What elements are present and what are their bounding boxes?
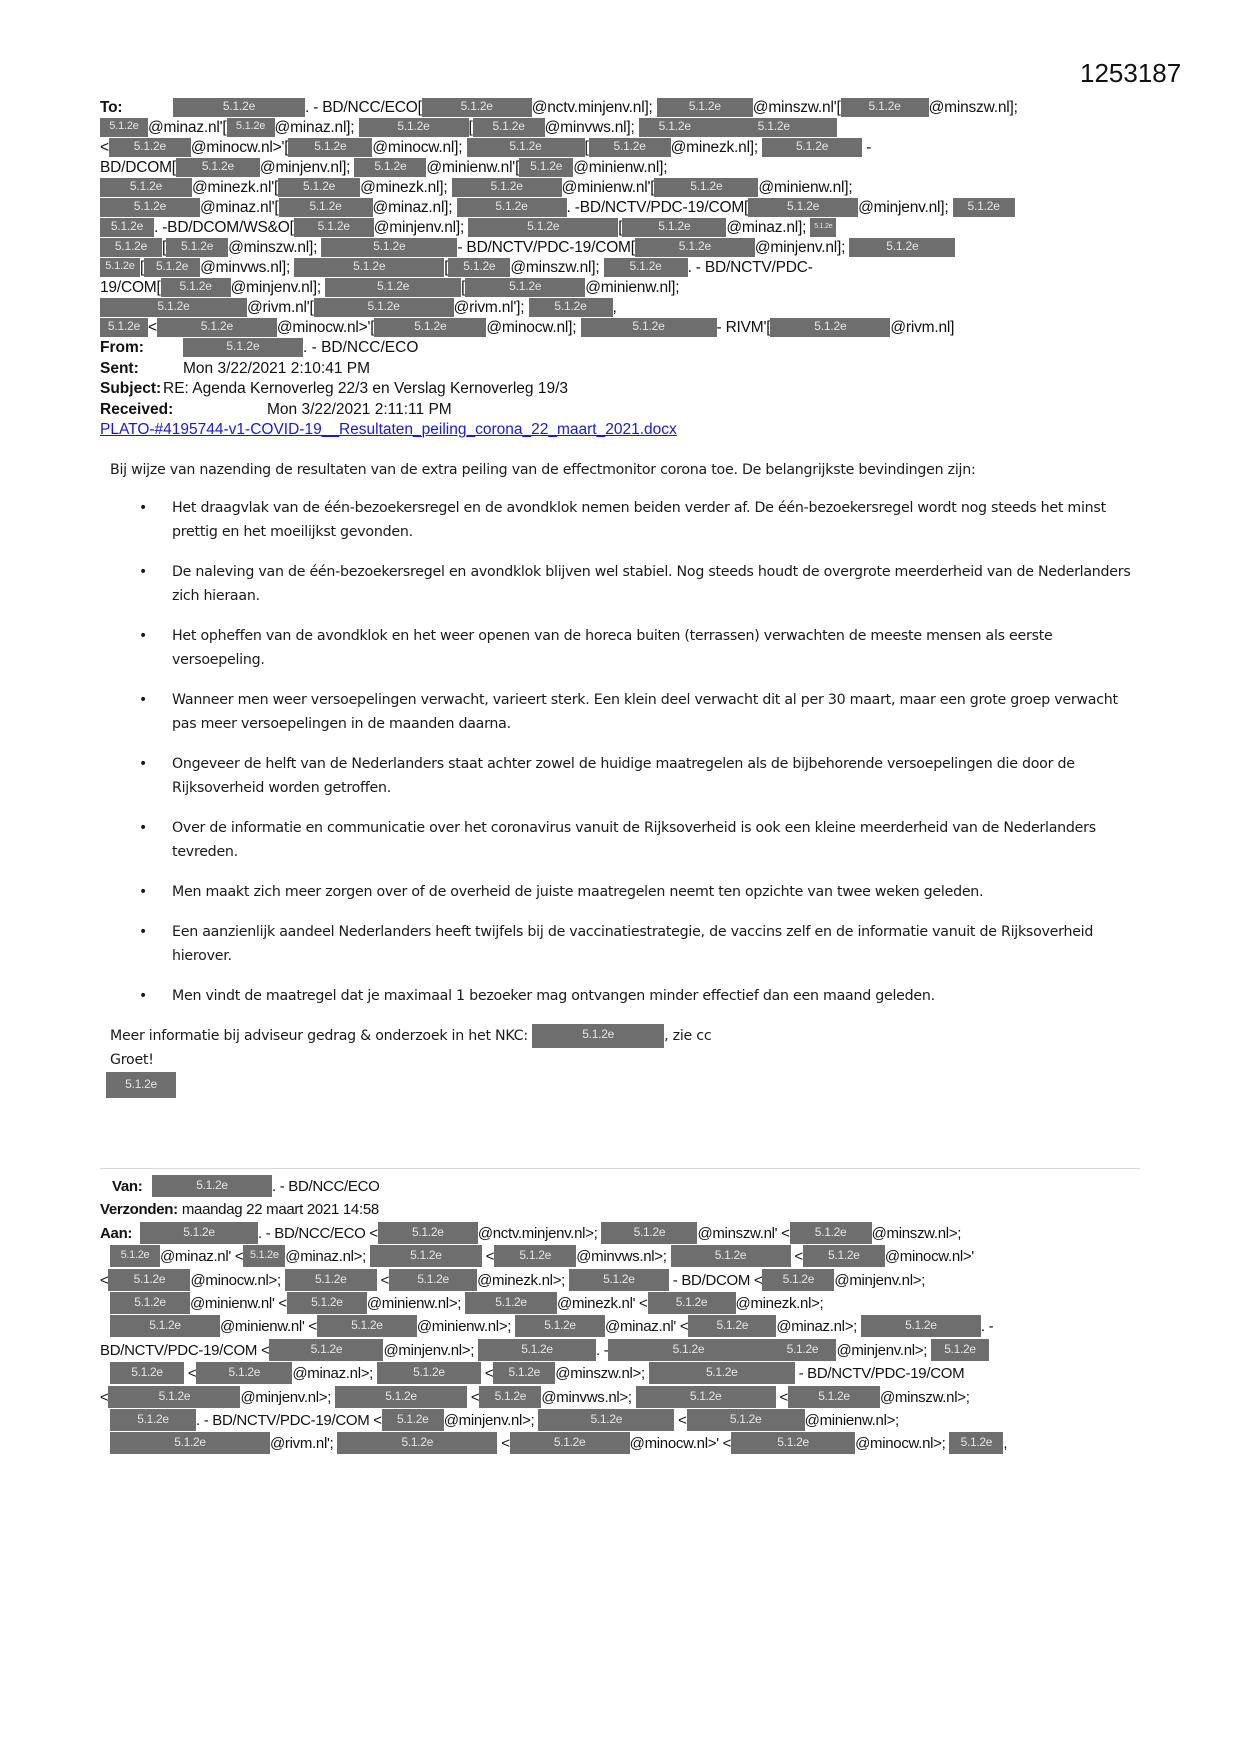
redaction: 5.1.2e (654, 178, 758, 197)
to-text: [ (140, 259, 145, 276)
redaction: 5.1.2e (465, 278, 585, 297)
from-value: . - BD/NCC/ECO (303, 339, 419, 356)
email-domain: @minezk.nl]; (670, 139, 759, 156)
redaction: 5.1.2e (493, 1362, 555, 1384)
aan-text: - BD/NCTV/PDC-19/COM (798, 1365, 965, 1383)
aan-text: < (501, 1435, 510, 1453)
redaction: 5.1.2e (287, 1292, 367, 1314)
sent-label: Sent: (100, 359, 139, 377)
email-domain: @minienw.nl]; (573, 159, 668, 176)
redaction: 5.1.2e (110, 1292, 190, 1314)
to-line-8 (100, 238, 1160, 258)
redaction: 5.1.2e (227, 118, 275, 137)
email-domain: @minszw.nl'[ (752, 99, 841, 116)
van-label: Van: (112, 1178, 143, 1195)
aan-line-5 (100, 1315, 1160, 1338)
redaction: 5.1.2e (841, 98, 929, 117)
received-label: Received: (100, 400, 174, 418)
list-item: • Wanneer men weer versoepelingen verwacht, varieert sterk. Een klein deel verwacht dit al per 30 maart, maar een grote groep verwacht pas meer versoepelingen in de maanden daarna. (110, 688, 1140, 736)
aan-line-8 (100, 1386, 1160, 1409)
divider (100, 1168, 1140, 1169)
redaction: 5.1.2e (377, 1362, 481, 1384)
aan-text: . - BD/NCTV/PDC-19/COM < (196, 1411, 382, 1429)
email-domain: @minocw.nl>; (190, 1271, 281, 1289)
redaction: 5.1.2e (337, 1432, 497, 1454)
email-domain: @minaz.nl>; (776, 1318, 858, 1336)
email-domain: @minezk.nl>; (477, 1271, 566, 1289)
aan-text: < (678, 1411, 687, 1429)
aan-line-10 (100, 1432, 1160, 1455)
email-domain: @minocw.nl]; (486, 319, 577, 336)
email-domain: @minjenv.nl>; (836, 1341, 928, 1359)
aan-text: < (187, 1365, 197, 1383)
email-domain: @nctv.minjenv.nl]; (531, 99, 653, 116)
email-domain: @minaz.nl]; (274, 119, 355, 136)
to-text: [ (468, 119, 473, 136)
redaction: 5.1.2e (359, 118, 469, 137)
redaction: 5.1.2e (636, 1386, 776, 1408)
redaction: 5.1.2e (157, 318, 277, 337)
to-text: - RIVM'[ (716, 319, 771, 336)
email-domain: @minocw.nl>'[ (276, 319, 375, 336)
email-domain: @minienw.nl>; (804, 1411, 899, 1429)
to-text: BD/DCOM[ (100, 159, 176, 176)
email-domain: @minaz.nl>; (285, 1248, 366, 1266)
redaction: 5.1.2e (770, 318, 890, 337)
to-label: To: (100, 99, 123, 116)
email-domain: @minocw.nl>'[ (190, 139, 289, 156)
email-domain: @minienw.nl>; (366, 1294, 462, 1312)
aan-text: < (485, 1248, 495, 1266)
to-line-7 (100, 218, 1160, 238)
document-number: 1253187 (1080, 58, 1182, 88)
email-domain: @minszw.nl]; (510, 259, 600, 276)
redaction: 5.1.2e (422, 98, 532, 117)
to-text: . -BD/DCOM/WS&O[ (154, 219, 294, 236)
email-domain: @minaz.nl]; (726, 219, 807, 236)
redaction: 5.1.2e (949, 1432, 1003, 1454)
redaction: 5.1.2e (861, 1315, 981, 1337)
attachment-row (100, 420, 677, 441)
redaction: 5.1.2e (788, 1386, 880, 1408)
redaction: 5.1.2e (321, 238, 457, 257)
redaction: 5.1.2e (110, 1362, 184, 1384)
redaction: 5.1.2e (335, 1386, 467, 1408)
redaction: 5.1.2e (849, 238, 955, 257)
redaction: 5.1.2e (762, 138, 862, 157)
redaction: 5.1.2e (100, 238, 162, 257)
redaction: 5.1.2e (100, 318, 148, 337)
redaction: 5.1.2e (538, 1409, 674, 1431)
redaction: 5.1.2e (314, 298, 454, 317)
aan-line-2 (100, 1245, 1160, 1268)
aan-text: BD/NCTV/PDC-19/COM < (100, 1341, 270, 1359)
aan-text: . - (980, 1318, 994, 1336)
redaction: 5.1.2e (100, 298, 247, 317)
email-domain: @minaz.nl' < (605, 1318, 689, 1336)
email-domain: @minaz.nl' < (160, 1248, 244, 1266)
redaction: 5.1.2e (768, 1339, 836, 1361)
from-row (100, 338, 677, 359)
to-text: [ (584, 139, 589, 156)
van-row (100, 1175, 1160, 1198)
to-text: [ (444, 259, 449, 276)
email-domain: @minszw.nl' < (697, 1224, 790, 1242)
redaction: 5.1.2e (100, 258, 140, 277)
email-domain: @minocw.nl]; (372, 139, 463, 156)
received-value: Mon 3/22/2021 2:11:11 PM (267, 400, 452, 418)
verzonden-label: Verzonden: (100, 1201, 178, 1219)
aan-text: < (794, 1248, 803, 1266)
redaction: 5.1.2e (657, 98, 753, 117)
aan-text: < (100, 1388, 109, 1406)
redaction: 5.1.2e (468, 218, 618, 237)
subject-label: Subject: (100, 380, 162, 397)
closing-prefix: Meer informatie bij adviseur gedrag & onderzoek in het NKC: (110, 1028, 528, 1044)
to-line-4 (100, 158, 1160, 178)
redaction: 5.1.2e (688, 1315, 776, 1337)
to-text: [ (618, 219, 623, 236)
redaction: 5.1.2e (649, 1362, 795, 1384)
redaction: 5.1.2e (479, 1386, 541, 1408)
redaction: 5.1.2e (510, 1432, 630, 1454)
aan-text: . - (596, 1341, 609, 1359)
redaction: 5.1.2e (452, 178, 562, 197)
aan-text: < (779, 1388, 788, 1406)
to-line-5 (100, 178, 1160, 198)
redaction: 5.1.2e (467, 138, 585, 157)
email-domain: @minaz.nl'[ (200, 199, 279, 216)
email-domain: @minienw.nl' < (220, 1318, 317, 1336)
email-domain: @rivm.nl']; (453, 299, 525, 316)
email-domain: @minjenv.nl]; (373, 219, 465, 236)
redaction: 5.1.2e (601, 1222, 697, 1244)
redaction: 5.1.2e (448, 258, 510, 277)
email-domain: @rivm.nl] (890, 319, 955, 336)
list-item: • Men vindt de maatregel dat je maximaal 1 bezoeker mag ontvangen minder effectief dan een maand geleden. (110, 984, 1140, 1008)
redaction: 5.1.2e (382, 1409, 444, 1431)
aan-text: < (470, 1388, 480, 1406)
to-line-10 (100, 278, 1160, 298)
email-domain: @minjenv.nl>; (834, 1271, 926, 1289)
email-domain: @minjenv.nl]; (858, 199, 949, 216)
sent-value: Mon 3/22/2021 2:10:41 PM (183, 359, 370, 377)
redaction: 5.1.2e (389, 1269, 477, 1291)
email-domain: @minienw.nl' < (190, 1294, 287, 1312)
email-domain: @minaz.nl]; (372, 199, 453, 216)
aan-text: < (484, 1365, 494, 1383)
redaction: 5.1.2e (196, 1362, 292, 1384)
email-domain: @minszw.nl>; (871, 1224, 962, 1242)
redaction: 5.1.2e (473, 118, 545, 137)
redaction: 5.1.2e (532, 1024, 664, 1048)
email-domain: @minjenv.nl]; (754, 239, 846, 256)
received-row (100, 400, 677, 421)
email-domain: @minezk.nl]; (360, 179, 448, 196)
redaction: 5.1.2e (953, 198, 1015, 217)
aan-line-6 (100, 1339, 1160, 1362)
intro-text: Bij wijze van nazending de resultaten van de extra peiling van de effectmonitor corona toe. De belangrijkste bevindingen zijn: (110, 462, 976, 478)
redaction: 5.1.2e (100, 198, 200, 217)
redaction: 5.1.2e (317, 1315, 417, 1337)
signature (106, 1072, 1140, 1098)
redaction: 5.1.2e (100, 118, 148, 137)
email-domain: @minjenv.nl]; (259, 159, 351, 176)
to-text: 19/COM[ (100, 279, 161, 296)
redaction: 5.1.2e (931, 1339, 989, 1361)
list-item: • De naleving van de één-bezoekersregel en avondklok blijven wel stabiel. Nog steeds houdt de overgrote meerderheid van de Nederlanders zich hieraan. (110, 560, 1140, 608)
redaction: 5.1.2e (285, 1269, 377, 1291)
aan-text: < (380, 1271, 390, 1289)
redaction: 5.1.2e (152, 1175, 272, 1197)
email-domain: @minezk.nl'[ (192, 179, 279, 196)
email-domain: @minszw.nl>; (879, 1388, 970, 1406)
list-item: • Het opheffen van de avondklok en het weer openen van de horeca buiten (terrassen) verwachten de meeste mensen als eerste versoepeling. (110, 624, 1140, 672)
aan-line-9 (100, 1409, 1160, 1432)
sent-row (100, 359, 677, 380)
redaction: 5.1.2e (140, 1222, 258, 1244)
to-text: [ (461, 279, 466, 296)
aan-line-3 (100, 1269, 1160, 1292)
redaction: 5.1.2e (108, 1269, 190, 1291)
redaction: 5.1.2e (100, 218, 154, 237)
greeting: Groet! (110, 1052, 154, 1068)
email-domain: @minvws.nl>; (541, 1388, 632, 1406)
redaction: 5.1.2e (569, 1269, 669, 1291)
list-item: • Ongeveer de helft van de Nederlanders staat achter zowel de huidige maatregelen als de bijbehorende versoepelingen die door de Rijksoverheid worden getroffen. (110, 752, 1140, 800)
redaction: 5.1.2e (166, 238, 228, 257)
redaction: 5.1.2e (325, 278, 461, 297)
subject-value: RE: Agenda Kernoverleg 22/3 en Verslag Kernoverleg 19/3 (163, 380, 568, 397)
email-domain: @rivm.nl'[ (247, 299, 314, 316)
redaction: 5.1.2e (173, 98, 305, 117)
email-domain: @minocw.nl>; (855, 1435, 946, 1453)
redaction: 5.1.2e (648, 1292, 736, 1314)
to-text: - (866, 139, 872, 156)
findings-list (110, 496, 1140, 1008)
redaction: 5.1.2e (269, 1339, 383, 1361)
redaction: 5.1.2e (622, 218, 726, 237)
subject-row (100, 379, 677, 400)
email-domain: @minienw.nl>; (416, 1318, 512, 1336)
redaction: 5.1.2e (790, 1222, 872, 1244)
redaction: 5.1.2e (110, 1432, 270, 1454)
email-domain: @minienw.nl]; (585, 279, 680, 296)
to-text: . -BD/NCTV/PDC-19/COM[ (566, 199, 749, 216)
to-text: . - BD/NCTV/PDC- (687, 259, 813, 276)
verzonden-row (100, 1198, 1160, 1221)
redaction: 5.1.2e (762, 1269, 834, 1291)
email-domain: @minvws.nl>; (576, 1248, 667, 1266)
redaction: 5.1.2e (529, 298, 613, 317)
to-line-2 (100, 118, 1160, 138)
redaction: 5.1.2e (110, 1245, 160, 1267)
email-domain: @minaz.nl>; (292, 1365, 374, 1383)
email-domain: @minjenv.nl>; (383, 1341, 475, 1359)
redaction: 5.1.2e (183, 338, 303, 357)
redaction: 5.1.2e (478, 1339, 596, 1361)
aan-line-1 (100, 1222, 1160, 1245)
email-domain: @minocw.nl>' < (629, 1435, 732, 1453)
to-line-11 (100, 298, 1160, 318)
redaction: 5.1.2e (639, 118, 711, 137)
email-domain: @nctv.minjenv.nl>; (477, 1224, 598, 1242)
list-item: • Over de informatie en communicatie over het coronavirus vanuit de Rijksoverheid is ook een kleine meerderheid van de Nederlanders tevreden. (110, 816, 1140, 864)
aan-text: . - BD/NCC/ECO < (258, 1224, 378, 1242)
aan-line-4 (100, 1292, 1160, 1315)
email-domain: @minszw.nl]; (928, 99, 1018, 116)
redaction: 5.1.2e (109, 138, 191, 157)
redaction: 5.1.2e (687, 1409, 805, 1431)
redaction: 5.1.2e (243, 1245, 285, 1267)
redaction: 5.1.2e (810, 218, 836, 237)
redaction: 5.1.2e (494, 1245, 576, 1267)
list-item: • Een aanzienlijk aandeel Nederlanders heeft twijfels bij de vaccinatiestrategie, de vaccins zelf en de informatie vanuit de Rijksoverheid hierover. (110, 920, 1140, 968)
email-domain: @rivm.nl'; (270, 1435, 334, 1453)
email-meta (100, 338, 677, 441)
redaction: 5.1.2e (604, 258, 688, 277)
to-text: , (612, 299, 617, 316)
redaction: 5.1.2e (635, 238, 755, 257)
to-text: . - BD/NCC/ECO[ (305, 99, 422, 116)
closing-line (110, 1024, 1140, 1048)
redaction: 5.1.2e (370, 1245, 482, 1267)
email-domain: @minjenv.nl]; (230, 279, 322, 296)
to-text: < (100, 139, 109, 156)
redaction: 5.1.2e (294, 258, 444, 277)
to-line-1 (100, 98, 1160, 118)
email-domain: @minienw.nl'[ (426, 159, 520, 176)
to-text: [ (162, 239, 167, 256)
redaction: 5.1.2e (748, 198, 858, 217)
redaction: 5.1.2e (711, 118, 837, 137)
redaction: 5.1.2e (161, 278, 231, 297)
email-domain: @minszw.nl]; (228, 239, 318, 256)
forwarded-header (100, 1175, 1160, 1456)
from-label: From: (100, 339, 144, 356)
redaction: 5.1.2e (176, 158, 260, 177)
redaction: 5.1.2e (144, 258, 200, 277)
email-domain: @minezk.nl>; (735, 1294, 824, 1312)
aan-text: - BD/DCOM < (672, 1271, 763, 1289)
email-domain: @minvws.nl]; (544, 119, 635, 136)
redaction: 5.1.2e (106, 1072, 176, 1098)
email-domain: @minezk.nl' < (557, 1294, 648, 1312)
redaction: 5.1.2e (581, 318, 717, 337)
redaction: 5.1.2e (278, 178, 360, 197)
closing-suffix: , zie cc (664, 1028, 712, 1044)
redaction: 5.1.2e (457, 198, 567, 217)
redaction: 5.1.2e (294, 218, 374, 237)
redaction: 5.1.2e (354, 158, 426, 177)
email-domain: @minocw.nl>' (884, 1248, 974, 1266)
attachment-link[interactable]: PLATO-#4195744-v1-COVID-19__Resultaten_peiling_corona_22_maart_2021.docx (100, 421, 677, 438)
to-line-9 (100, 258, 1160, 278)
email-domain: @minvws.nl]; (200, 259, 291, 276)
redaction: 5.1.2e (731, 1432, 855, 1454)
list-item: • Men maakt zich meer zorgen over of de overheid de juiste maatregelen neemt ten opzichte van twee weken geleden. (110, 880, 1140, 904)
aan-text: , (1003, 1435, 1008, 1453)
redaction: 5.1.2e (374, 318, 486, 337)
redaction: 5.1.2e (465, 1292, 557, 1314)
email-domain: @minienw.nl'[ (561, 179, 655, 196)
redaction: 5.1.2e (519, 158, 573, 177)
email-domain: @minjenv.nl>; (240, 1388, 332, 1406)
redaction: 5.1.2e (110, 1409, 196, 1431)
email-header-to (100, 98, 1160, 338)
to-text: - BD/NCTV/PDC-19/COM[ (457, 239, 635, 256)
redaction: 5.1.2e (288, 138, 372, 157)
email-domain: @minjenv.nl>; (443, 1411, 535, 1429)
verzonden-value: maandag 22 maart 2021 14:58 (181, 1201, 379, 1219)
aan-line-7 (100, 1362, 1160, 1385)
aan-text: < (100, 1271, 109, 1289)
email-domain: @minszw.nl>; (555, 1365, 645, 1383)
email-domain: @minaz.nl'[ (148, 119, 227, 136)
email-body (110, 458, 1140, 1098)
redaction: 5.1.2e (803, 1245, 885, 1267)
redaction: 5.1.2e (279, 198, 373, 217)
list-item: • Het draagvlak van de één-bezoekersregel en de avondklok nemen beiden verder af. De één-bezoekersregel wordt nog steeds het minst prettig en het moeilijkst gevonden. (110, 496, 1140, 544)
redaction: 5.1.2e (110, 1315, 220, 1337)
redaction: 5.1.2e (108, 1386, 240, 1408)
van-value: . - BD/NCC/ECO (272, 1178, 380, 1195)
redaction: 5.1.2e (589, 138, 671, 157)
redaction: 5.1.2e (378, 1222, 478, 1244)
aan-label: Aan: (100, 1224, 133, 1242)
redaction: 5.1.2e (515, 1315, 605, 1337)
redaction: 5.1.2e (671, 1245, 791, 1267)
to-line-3 (100, 138, 1160, 158)
to-line-6 (100, 198, 1160, 218)
redaction: 5.1.2e (608, 1339, 768, 1361)
to-line-12 (100, 318, 1160, 338)
redaction: 5.1.2e (100, 178, 192, 197)
to-text: < (148, 319, 157, 336)
email-domain: @minienw.nl]; (758, 179, 853, 196)
